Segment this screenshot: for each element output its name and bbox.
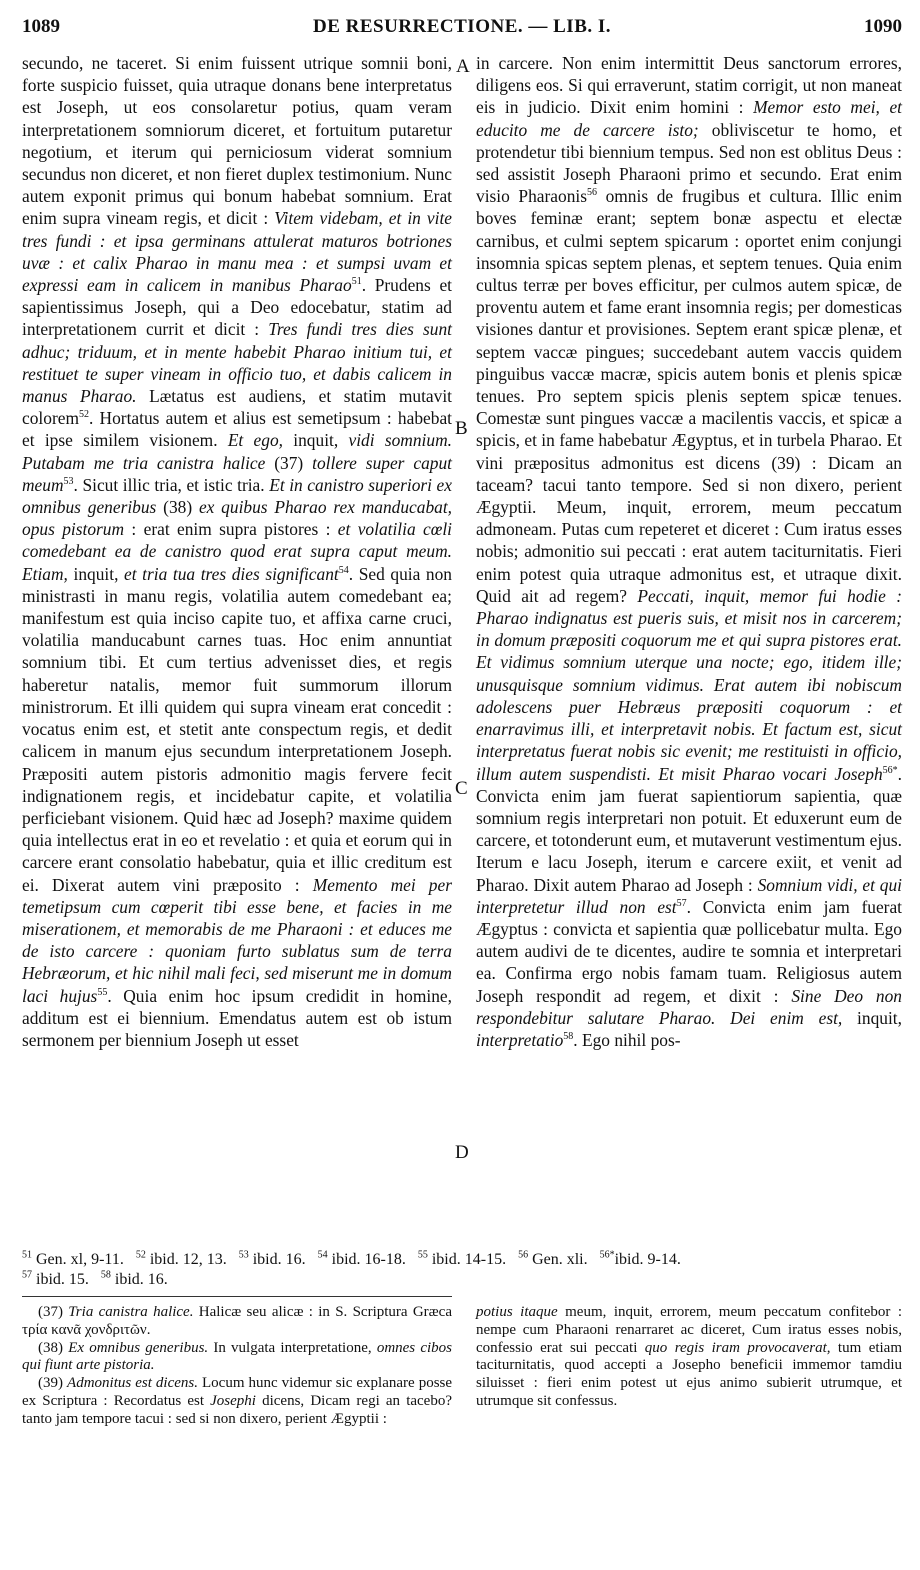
ref-57: $^{57}$ ibid. 15. [22, 1269, 89, 1288]
note-38: (38) Ex omnibus generibus. In vulgata interpretatione, omnes cibos qui fiunt arte pistoria. [22, 1339, 452, 1374]
page-number-left: 1089 [22, 16, 60, 37]
running-header [22, 16, 902, 46]
right-column-text: in carcere. Non enim intermittit Deus sanctorum errores, diligens eos. Si qui erraverunt, statim corrigit, ut non maneat eis in judicio. Dixit enim homini : Memor esto mei, et educito me de carcere isto; obliviscetur te homo, et protendetur tibi biennium tempus. Sed non est oblitus Deus : sed assistit Joseph Pharaoni primo et secundo. Erat enim visio Pharaonis$^{56}$ omnis de frugibus et cultura. Illic enim boves feminæ erant; septem bonæ aspectu et electæ carnibus, et culmi septem spicarum : oportet enim conjungi insomnia spicas septem plenas, et septem tenues. Quia enim cultus terræ per boves efficitur, per culmos autem spicæ, de proventu autem et fame erant insomnia regis; per domesticas visiones dantur et provisiones. Septem erant spicæ plenæ, et septem vaccæ pingues; succedebant autem vaccis quidem pinguibus vaccæ macræ, spicis autem bonis et plenis spicæ tenues. Pro septem spicis plenis septem spicæ tenues. Comestæ sunt pingues vaccæ a macilentis vaccis, et spicæ a spicis, et in fame habebatur Ægyptus, et in turbela Pharao. Et vini præpositus admonitus est dicens (39) : Dicam an taceam? tacui tanto tempore. Sed si non dixero, perient Ægyptii. Meum, inquit, errorem, meum peccatum admoneam. Putas cum repeteret et diceret : Cum iratus esses nobis; admonitio sui peccati : erat autem taciturnitatis. Fieri enim potest quia utraque admonitus est, et utraque dixit. Quid ait ad regem? Peccati, inquit, memor fui hodie : Pharao indignatus est pueris suis, et misit nos in carcerem; in domum præpositi coquorum me et qui supra pistores erat. Et vidimus somnium uterque una nocte; ego, itidem ille; unusquisque somnium vidimus. Erat autem ibi nobiscum adolescens puer Hebræus præpositi coquorum : et enarravimus illi, et interpretavit nobis. Et factum est, sicut interpretatus fuerat nobis sic evenit; me restituisti in officio, illum autem suspendisti. Et misit Pharao vocari Joseph$^{56*}$. Convicta enim jam fuerat sapientiorum sapientia, quæ somnium regis interpretari non potuit. Et eduxerunt eum de carcere, et totonderunt eum, et mutaverunt vestimentum ejus. Iterum e lacu Joseph, iterum e carcere exiit, et venit ad Pharao. Dixit autem Pharao ad Joseph : Somnium vidi, et qui interpretetur illud non est$^{57}$. Convicta enim jam fuerat Ægyptus : convicta et sapientia quæ pollicebatur multa. Ego autem audivi de te dicentes, audire te somnia et interpretari ea. Confirma ergo nobis famam tuam. Religiosus autem Joseph respondit ad regem, et dixit : Sine Deo non respondebitur salutare Pharao. Dei enim est, inquit, interpretatio$^{58}$. Ego nihil pos- [476, 53, 902, 1050]
page-number-right: 1090 [864, 16, 902, 37]
ref-58: $^{58}$ ibid. 16. [100, 1269, 168, 1288]
margin-marker-a: A [456, 56, 470, 77]
margin-marker-b: B [455, 418, 468, 439]
left-column [22, 52, 452, 1051]
notes-divider [22, 1296, 452, 1297]
note-39: (39) Admonitus est dicens. Locum hunc videmur sic explanare posse ex Scriptura : Recordatus est Josephi dicens, Dicam regi an tacebo? tanto jam tempore tacui : sed si non dixero, perient Ægyptii : [22, 1375, 453, 1427]
ref-52: $^{52}$ ibid. 12, 13. [135, 1249, 227, 1268]
scripture-references [22, 1250, 902, 1290]
running-title: DE RESURRECTIONE. — LIB. I. [312, 16, 612, 37]
note-39-continued: potius itaque meum, inquit, errorem, meum peccatum confitebor : nempe cum Pharaoni renarraret ac diceret, Cum iratus esses nobis, confessio erat sui peccati quo regis iram provocaverat, tum etiam taciturnitatis, quod accepti a Josepho beneficii immemor tamdiu siluisset : fieri enim potest ut ejus animo subierit utrumque, et utrumque sit confessus. [476, 1304, 903, 1409]
margin-marker-c: C [455, 778, 468, 799]
right-column [476, 52, 902, 1051]
margin-marker-d: D [455, 1142, 469, 1163]
ref-56b: $^{56*}$ibid. 9-14. [599, 1249, 681, 1268]
ref-53: $^{53}$ ibid. 16. [238, 1249, 306, 1268]
notes-left-column [22, 1304, 452, 1429]
ref-56: $^{56}$ Gen. xli. [518, 1249, 588, 1268]
ref-54: $^{54}$ ibid. 16-18. [317, 1249, 406, 1268]
left-column-text: secundo, ne taceret. Si enim fuissent utrique somnii boni, forte suspicio fuisset, quia utraque donans bene interpretatus est Joseph, ut eos consolaretur potius, quam veram interpretationem somniorum diceret, et fortuitum putaretur negotium, et iterum qui perniciosum viderat somnium secundus non diceret, et non fieret duplex testimonium. Nunc autem exponit primus qui bonum habebat somnium. Erat enim supra vineam regis, et dicit : Vitem videbam, et in vite tres fundi : et ipsa germinans attulerat maturos botriones uvæ : et calix Pharao in manu mea : et sumpsi uvam et expressi eam in calicem in manibus Pharao$^{51}$. Prudens et sapientissimus Joseph, qui a Deo edocebatur, statim ad interpretationem currit et dicit : Tres fundi tres dies sunt adhuc; triduum, et in mente habebit Pharao initium tui, et restituet te super vineam in officio tuo, et dabis calicem in manus Pharao. Lætatus est audiens, et statim mutavit colorem$^{52}$. Hortatus autem et alius est semetipsum : habebat et ipse similem visionem. Et ego, inquit, vidi somnium. Putabam me tria canistra halice (37) tollere super caput meum$^{53}$. Sicut illic tria, et istic tria. Et in canistro superiori ex omnibus generibus (38) ex quibus Pharao rex manducabat, opus pistorum : erat enim supra pistores : et volatilia cœli comedebant ea de canistro quod erat supra caput meum. Etiam, inquit, et tria tua tres dies significant$^{54}$. Sed quia non ministrasti in manu regis, volatilia autem comedebant ea; manifestum est quia inciso capite tuo, et affixa carne cruci, volatilia manducabunt carnes tuas. Hoc enim annuntiat somnium tibi. Et cum tertius advenisset dies, et regis haberetur natalis, memor fuit summorum illorum ministrorum. Et illi quidem qui supra vineam erat concedit : vocatus enim est, et stetit ante conspectum regis, et dedit calicem in manum ejus secundum interpretationem Joseph. Præpositi autem pistoris admonitio magis fervere fecit indignationem regis, et incidebatur capite, et volatilia perficiebant visionem. Quid hæc ad Joseph? maxime quidem quia intellectus erat in eo et revelatio : et quia et eorum qui in carcere erant consolatio habebatur, quia et illic creditum est ei. Dixerat autem vini præposito : Memento mei per temetipsum cum cœperit tibi esse bene, et facies in me miserationem, et memorabis de me Pharaoni : et educes me de isto carcere : quoniam furto sublatus sum de terra Hebræorum, et hic nihil mali feci, sed miserunt me in domum laci hujus$^{55}$. Quia enim hoc ipsum credidit in homine, additum est ei biennium. Emendatus autem est ob istum sermonem per biennium Joseph ut esset [22, 53, 453, 1050]
note-37: (37) Tria canistra halice. Halicæ seu alicæ : in S. Scriptura Græca τρία κανᾶ χονδριτῶν. [22, 1304, 452, 1338]
ref-55: $^{55}$ ibid. 14-15. [417, 1249, 507, 1268]
ref-51: $^{51}$ Gen. xl, 9-11. [22, 1249, 124, 1268]
notes-right-column [476, 1304, 902, 1411]
